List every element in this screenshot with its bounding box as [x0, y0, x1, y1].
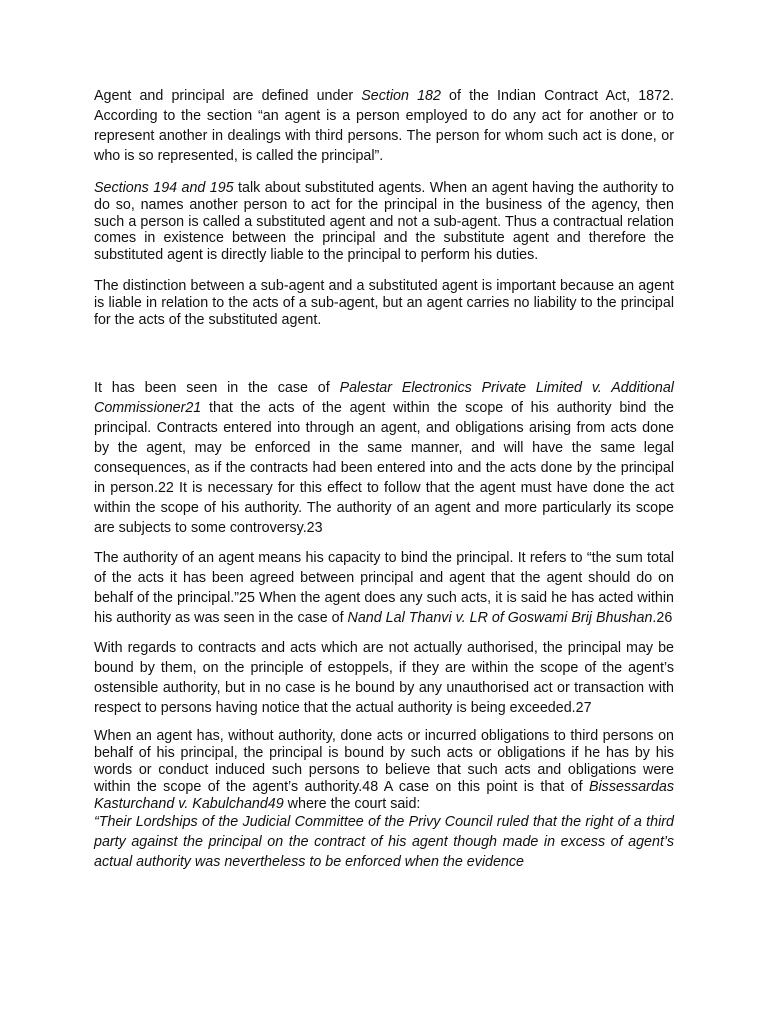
text-run: When an agent has, without authority, done acts or incurred obligations to third persons on behalf of his principal, the principal is bound by such acts or obligations if he has by his words or conduct induced such persons to believe that such acts and obligations were within the scope of the agent’s authority.48 A case on this point is that of: [94, 728, 674, 795]
text-run: talk about substituted agents. When an agent having the authority to do so, names another person to act for the principal in the business of the agency, then such a person is called a substituted agent and not a sub-agent. Thus a contractual relation comes in existence between the principal and the substitute agent and therefore the substituted agent is directly liable to the principal to perform his duties.: [94, 180, 674, 264]
text-run: The authority of an agent means his capacity to bind the principal. It refers to “the sum total of the acts it has been agreed between principal and agent that the agent should do on behalf of the principal.”25 When the agent does any such acts, it is said he has acted within his authority as was seen in the case of: [94, 550, 674, 627]
citation-sections-194-195: Sections 194 and 195: [94, 180, 234, 196]
text-run: where the court said:: [283, 795, 421, 812]
paragraph-unauthorised-acts: [94, 728, 674, 812]
case-citation-bissessardas: Bissessardas Kasturchand v. Kabulchand49: [94, 778, 674, 812]
paragraph-estoppel: With regards to contracts and acts which are not actually authorised, the principal may be bound by them, on the principle of estoppels, if they are within the scope of the agent’s ostensible authority, but in no case is he bound by any unauthorised act or transaction with respect to persons having notice that the actual authority is being exceeded.27: [94, 640, 674, 717]
paragraph-palestar-case: [94, 378, 674, 538]
text-run: of the Indian Contract Act, 1872. According to the section “an agent is a person employed to do any act for another or to represent another in dealings with third persons. The person for whom such act is done, or who is so represented, is called the principal”.: [94, 88, 674, 164]
text-run: It has been seen in the case of: [94, 380, 340, 397]
citation-section-182: Section 182: [361, 88, 441, 104]
quoted-court-ruling: “Their Lordships of the Judicial Committee of the Privy Council ruled that the right of a third party against the principal on the contract of his agent though made in excess of agent’s actual authority was nevertheless to be enforced when the evidence: [94, 814, 674, 871]
case-citation-nand-lal-thanvi: Nand Lal Thanvi v. LR of Goswami Brij Bhushan: [347, 610, 653, 627]
text-run: Agent and principal are defined under: [94, 88, 362, 104]
paragraph-sub-agent-distinction: The distinction between a sub-agent and a substituted agent is important because an agent is liable in relation to the acts of a sub-agent, but an agent carries no liability to the principal for the acts of the substituted agent.: [94, 277, 674, 328]
paragraph-agent-principal-definition: [94, 86, 674, 166]
case-citation-palestar: Palestar Electronics Private Limited v. Additional Commissioner21: [94, 380, 674, 417]
text-run: .26: [652, 610, 673, 627]
paragraph-authority-of-agent: [94, 548, 674, 628]
text-run: that the acts of the agent within the scope of his authority bind the principal. Contracts entered into through an agent, and obligations arising from acts done by the agent, may be enforced in the same manner, and will have the same legal consequences, as if the contracts had been entered into and the acts done by the principal in person.22 It is necessary for this effect to follow that the agent must have done the act within the scope of his authority. The authority of an agent and more particularly its scope are subjects to some controversy.23: [94, 400, 674, 537]
paragraph-substituted-agents: [94, 180, 674, 264]
